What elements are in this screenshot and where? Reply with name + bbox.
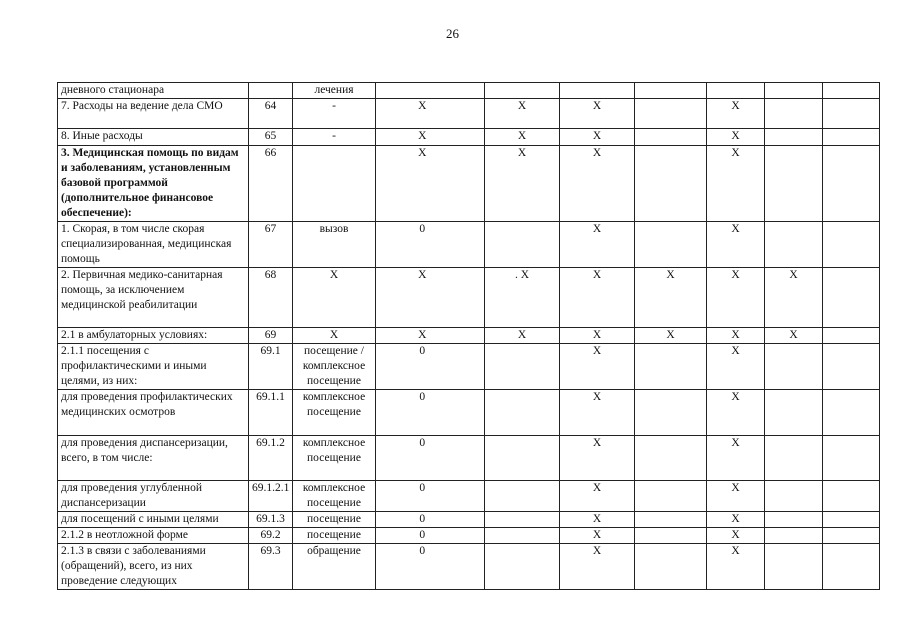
value-cell [765,436,823,481]
value-cell: 0 [376,344,469,390]
page-number: 26 [446,26,459,41]
value-cell [469,328,485,344]
row-name: 1. Скорая, в том числе скорая специализированная, медицинская помощь [58,222,249,268]
value-cell: X [707,344,765,390]
value-cell: X [376,99,469,129]
value-cell: X [707,512,765,528]
value-cell [485,481,560,512]
value-cell [765,129,823,146]
value-cell: X [707,481,765,512]
value-cell: X [560,222,635,268]
value-cell [469,99,485,129]
table-row [58,390,880,436]
value-cell [823,528,880,544]
value-cell: X [485,99,560,129]
value-cell: X [560,436,635,481]
value-cell [765,99,823,129]
value-cell [635,129,707,146]
value-cell: 0 [376,222,469,268]
row-name: 2. Первичная медико-санитарная помощь, за исключением медицинской реабилитации [58,268,249,328]
row-code: 65 [249,129,293,146]
value-cell: X [707,528,765,544]
row-code: 69 [249,328,293,344]
value-cell: 0 [376,481,469,512]
value-cell [635,344,707,390]
row-name: 7. Расходы на ведение дела СМО [58,99,249,129]
value-cell: 0 [376,528,469,544]
value-cell [469,390,485,436]
row-name: для проведения профилактических медицинских осмотров [58,390,249,436]
value-cell [765,146,823,222]
value-cell: X [765,268,823,328]
value-cell [765,83,823,99]
value-cell [823,99,880,129]
row-code: 69.1.1 [249,390,293,436]
value-cell [823,481,880,512]
row-name: 2.1.2 в неотложной форме [58,528,249,544]
row-unit: вызов [293,222,376,268]
row-code: 69.1 [249,344,293,390]
value-cell [376,83,469,99]
value-cell: X [635,328,707,344]
value-cell [469,222,485,268]
value-cell: X [485,129,560,146]
value-cell [823,544,880,590]
value-cell [469,83,485,99]
value-cell: X [707,129,765,146]
table-row [58,436,880,481]
row-code: 69.2 [249,528,293,544]
value-cell [469,481,485,512]
value-cell: X [485,146,560,222]
value-cell [823,83,880,99]
row-unit: комплексное посещение [293,436,376,481]
value-cell [635,222,707,268]
value-cell: X [560,528,635,544]
value-cell [823,129,880,146]
row-code: 68 [249,268,293,328]
value-cell [765,344,823,390]
value-cell: X [635,268,707,328]
row-unit: обращение [293,544,376,590]
value-cell: 0 [376,436,469,481]
value-cell [485,83,560,99]
row-name: для проведения углубленной диспансеризации [58,481,249,512]
value-cell: X [376,146,469,222]
value-cell: X [707,99,765,129]
value-cell [635,99,707,129]
value-cell: X [560,268,635,328]
row-code: 64 [249,99,293,129]
value-cell [469,268,485,328]
value-cell [635,436,707,481]
value-cell [469,544,485,590]
value-cell [635,390,707,436]
row-unit: - [293,99,376,129]
value-cell [823,268,880,328]
value-cell [765,528,823,544]
value-cell [635,528,707,544]
value-cell [635,83,707,99]
row-unit: X [293,328,376,344]
value-cell: X [707,436,765,481]
value-cell [485,436,560,481]
table-row [58,344,880,390]
value-cell [469,528,485,544]
row-name: 2.1.1 посещения с профилактическими и иными целями, из них: [58,344,249,390]
table-row [58,544,880,590]
value-cell: 0 [376,544,469,590]
row-code: 69.1.2 [249,436,293,481]
value-cell: 0 [376,512,469,528]
value-cell: X [765,328,823,344]
value-cell [485,390,560,436]
value-cell [469,512,485,528]
row-unit: комплексное посещение [293,390,376,436]
table-row [58,222,880,268]
value-cell [765,512,823,528]
value-cell: X [376,328,469,344]
table-row [58,129,880,146]
value-cell: X [376,129,469,146]
value-cell: X [560,129,635,146]
value-cell: X [707,390,765,436]
value-cell [485,528,560,544]
value-cell [823,390,880,436]
table-row [58,83,880,99]
value-cell [823,436,880,481]
table-row [58,99,880,129]
value-cell: X [707,146,765,222]
value-cell: X [707,268,765,328]
value-cell: . X [485,268,560,328]
value-cell: X [485,328,560,344]
value-cell: X [707,222,765,268]
table-body [58,83,880,590]
table-row [58,146,880,222]
value-cell [823,328,880,344]
value-cell: X [560,146,635,222]
value-cell: X [560,544,635,590]
row-code: 69.1.3 [249,512,293,528]
table-row [58,328,880,344]
value-cell [485,344,560,390]
value-cell [560,83,635,99]
row-unit: - [293,129,376,146]
value-cell: X [707,544,765,590]
value-cell: X [560,390,635,436]
row-name: для проведения диспансеризации, всего, в том числе: [58,436,249,481]
row-name: для посещений с иными целями [58,512,249,528]
value-cell: X [560,99,635,129]
row-code: 69.3 [249,544,293,590]
row-code: 67 [249,222,293,268]
row-name: дневного стационара [58,83,249,99]
row-code [249,83,293,99]
row-unit: комплексное посещение [293,481,376,512]
value-cell [469,129,485,146]
value-cell [635,544,707,590]
row-name: 2.1.3 в связи с заболеваниями (обращений), всего, из них проведение следующих [58,544,249,590]
row-name: 3. Медицинская помощь по видам и заболеваниям, установленным базовой программой (дополнительное финансовое обеспечение): [58,146,249,222]
value-cell: X [560,328,635,344]
row-unit: лечения [293,83,376,99]
value-cell: X [560,512,635,528]
value-cell [469,344,485,390]
row-name: 8. Иные расходы [58,129,249,146]
table-row [58,481,880,512]
value-cell [707,83,765,99]
value-cell [485,512,560,528]
value-cell: X [707,328,765,344]
value-cell [765,390,823,436]
value-cell [485,222,560,268]
value-cell [635,512,707,528]
row-unit: посещение / комплексное посещение [293,344,376,390]
row-name: 2.1 в амбулаторных условиях: [58,328,249,344]
table-row [58,268,880,328]
table-row [58,528,880,544]
row-code: 66 [249,146,293,222]
value-cell [469,146,485,222]
value-cell: X [376,268,469,328]
value-cell [765,544,823,590]
value-cell: 0 [376,390,469,436]
value-cell: X [560,344,635,390]
value-cell [469,436,485,481]
row-unit: X [293,268,376,328]
row-unit [293,146,376,222]
row-unit: посещение [293,528,376,544]
value-cell [823,344,880,390]
value-cell [823,146,880,222]
value-cell [765,481,823,512]
value-cell [635,481,707,512]
value-cell [823,222,880,268]
value-cell: X [560,481,635,512]
value-cell [823,512,880,528]
row-code: 69.1.2.1 [249,481,293,512]
data-table [57,82,880,590]
value-cell [765,222,823,268]
value-cell [485,544,560,590]
row-unit: посещение [293,512,376,528]
value-cell [635,146,707,222]
table-row [58,512,880,528]
